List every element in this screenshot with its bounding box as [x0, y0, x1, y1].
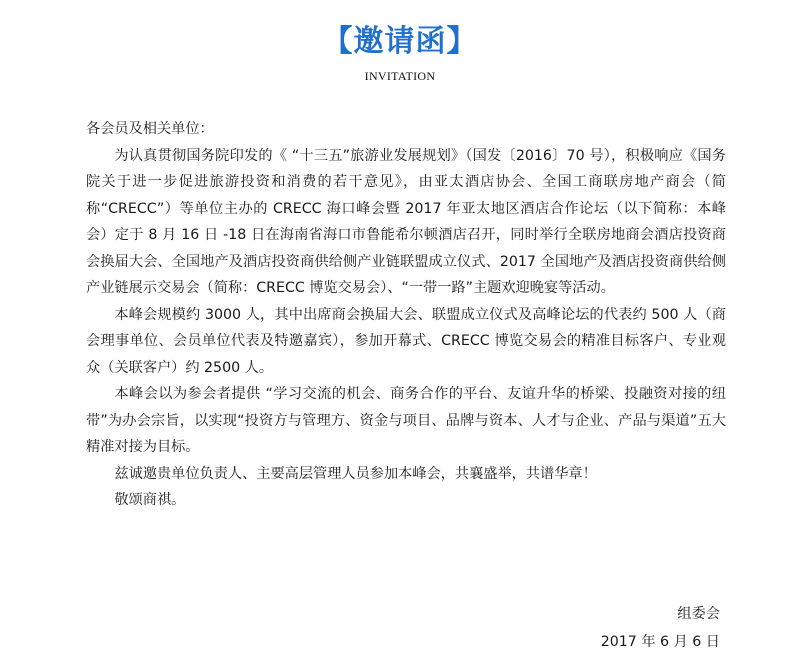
signature-date: 2017 年 6 月 6 日: [600, 634, 720, 650]
paragraph-invitation: 兹诚邀贵单位负责人、主要高层管理人员参加本峰会，共襄盛举，共谱华章！: [114, 465, 597, 482]
invitation-header: [0, 22, 800, 84]
paragraph-closing: 敬颂商祺。: [114, 492, 186, 508]
paragraph-scale: 本峰会规模约 3000 人，其中出席商会换届大会、联盟成立仪式及高峰论坛的代表约 500 人（商会理事单位、会员单位代表及特邀嘉宾），参加开幕式、CRECC 博览交易会的精准目标客户、专业观众（关联客户）约 2500 人。: [86, 306, 726, 376]
letter-body: [86, 116, 726, 514]
paragraph-background: 为认真贯彻国务院印发的《 “十三五”旅游业发展规划》（国发〔2016〕70 号），积极响应《国务院关于进一步促进旅游投资和消费的若干意见》，由亚太酒店协会、全国工商联房地产商会（简称“CRECC”）等单位主办的 CRECC 海口峰会暨 2017 年亚太地区酒店合作论坛（以下简称：本峰会）定于 8 月 16 日 -18 日在海南省海口市鲁能希尔顿酒店召开，同时举行全联房地商会酒店投资商会换届大会、全国地产及酒店投资商供给侧产业链联盟成立仪式、2017 全国地产及酒店投资商供给侧产业链展示交易会（简称：CRECC 博览交易会）、“一带一路”主题欢迎晚宴等活动。: [86, 147, 726, 296]
organizer-name: 组委会: [677, 606, 720, 622]
invitation-title: 【邀请函】: [322, 24, 478, 59]
salutation: 各会员及相关单位：: [86, 121, 214, 137]
signature-block: [601, 600, 720, 656]
paragraph-purpose: 本峰会以为参会者提供 “学习交流的机会、商务合作的平台、友谊升华的桥梁、投融资对接的纽带”为办会宗旨，以实现“投资方与管理方、资金与项目、品牌与资本、人才与企业、产品与渠道”五大精准对接为目标。: [86, 386, 726, 455]
invitation-subtitle: INVITATION: [364, 69, 436, 83]
